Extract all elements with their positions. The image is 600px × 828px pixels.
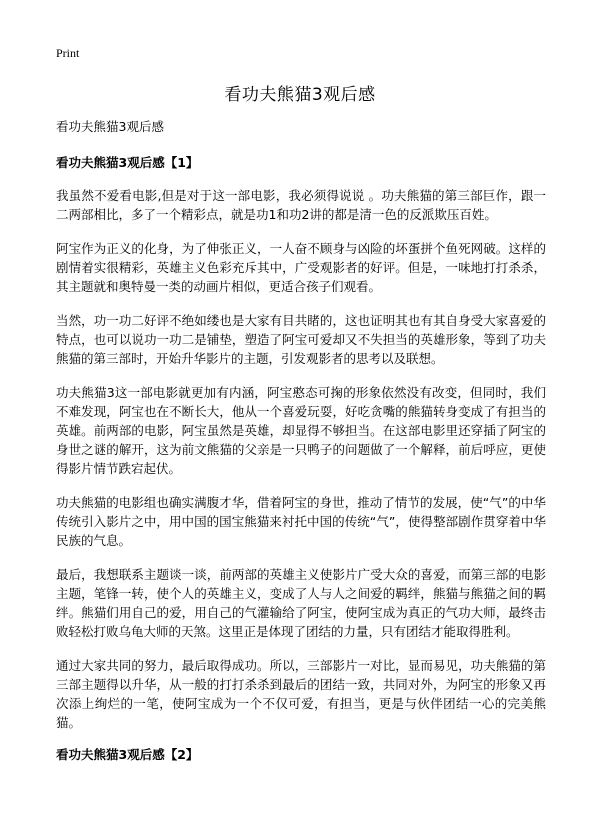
section-heading-2: 看功夫熊猫3观后感【2】	[56, 747, 199, 762]
paragraph: 我虽然不爱看电影,但是对于这一部电影，我必须得说说 。功夫熊猫的第三部巨作，跟一二两部相比，多了一个精彩点，就是功1和功2讲的都是清一色的反派欺压百姓。	[56, 188, 546, 222]
paragraph: 功夫熊猫3这一部电影就更加有内涵，阿宝憨态可掬的形象依然没有改变，但同时，我们不难发现，阿宝也在不断长大，他从一个喜爱玩耍，好吃贪嘴的熊猫转身变成了有担当的英雄。前两部的电影，阿宝虽然是英雄，却显得不够担当。在这部电影里还穿插了阿宝的身世之谜的解开，这为前文熊猫的父亲是一只鸭子的问题做了一个解释，前后呼应，更使得影片情节跌宕起伏。	[56, 385, 546, 476]
document-body	[56, 119, 546, 778]
section-heading-1: 看功夫熊猫3观后感【1】	[56, 155, 199, 170]
paragraph: 功夫熊猫的电影组也确实满腹才华，借着阿宝的身世，推动了情节的发展，使“气”的中华传统引入影片之中，用中国的国宝熊猫来衬托中国的传统“气”，使得整部剧作贯穿着中华民族的气息。	[56, 495, 546, 548]
paragraph: 通过大家共同的努力，最后取得成功。所以，三部影片一对比，显而易见，功夫熊猫的第三部主题得以升华，从一般的打打杀杀到最后的团结一致，共同对外，为阿宝的形象又再次添上绚烂的一笔，使阿宝成为一个不仅可爱，有担当，更是与伙伴团结一心的完美熊猫。	[56, 658, 546, 730]
document-title: 看功夫熊猫3观后感	[224, 85, 376, 105]
paragraph: 最后，我想联系主题谈一谈，前两部的英雄主义使影片广受大众的喜爱，而第三部的电影主题，笔锋一转，使个人的英雄主义，变成了人与人之间爱的羁绊，熊猫与熊猫之间的羁绊。熊猫们用自己的爱，用自己的气灌输给了阿宝，使阿宝成为真正的气功大师，最终击败轻松打败乌龟大师的天煞。这里正是体现了团结的力量，只有团结才能取得胜利。	[56, 567, 546, 639]
document-subtitle: 看功夫熊猫3观后感	[56, 119, 164, 134]
paragraph: 阿宝作为正义的化身，为了伸张正义，一人奋不顾身与凶险的坏蛋拼个鱼死网破。这样的剧情着实很精彩，英雄主义色彩充斥其中，广受观影者的好评。但是，一味地打打杀杀，其主题就和奥特曼一类的动画片相似，更适合孩子们观看。	[56, 241, 546, 294]
print-link[interactable]: Print	[56, 46, 80, 60]
paragraph: 当然，功一功二好评不绝如缕也是大家有目共睹的，这也证明其也有其自身受大家喜爱的特点，也可以说功一功二是铺垫，塑造了阿宝可爱却又不失担当的英雄形象，等到了功夫熊猫的第三部时，开始升华影片的主题，引发观影者的思考以及联想。	[56, 313, 546, 366]
